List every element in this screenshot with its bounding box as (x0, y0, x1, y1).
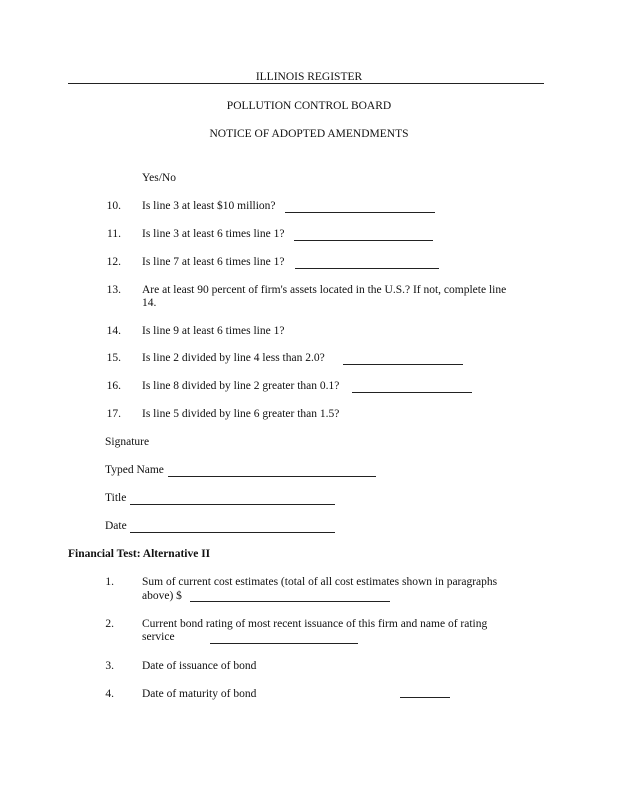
answer-blank (295, 268, 439, 269)
item-number: 4. (105, 688, 114, 700)
question-text: Is line 7 at least 6 times line 1? (142, 256, 285, 268)
notice-title: NOTICE OF ADOPTED AMENDMENTS (209, 128, 409, 140)
item-text-line1: Current bond rating of most recent issuance of this firm and name of rating (142, 618, 488, 630)
question-text: Is line 2 divided by line 4 less than 2.0? (142, 352, 325, 364)
question-number: 12. (106, 256, 121, 268)
question-number: 14. (106, 325, 121, 337)
yes-no-label: Yes/No (142, 172, 176, 184)
question-text-line2: 14. (142, 297, 157, 309)
question-text: Is line 8 divided by line 2 greater than 0.1? (142, 380, 340, 392)
answer-blank (294, 240, 433, 241)
answer-blank (343, 364, 463, 365)
question-number: 13. (106, 284, 121, 296)
date-label: Date (105, 520, 127, 532)
title-label: Title (105, 492, 127, 504)
typed-name-blank (168, 476, 376, 477)
answer-blank (352, 392, 472, 393)
question-text: Is line 9 at least 6 times line 1? (142, 325, 285, 337)
item-text-line1: Sum of current cost estimates (total of all cost estimates shown in paragraphs (142, 576, 498, 588)
question-number: 15. (106, 352, 121, 364)
question-text-line1: Are at least 90 percent of firm's assets located in the U.S.? If not, complete line (142, 284, 507, 296)
question-text: Is line 3 at least 6 times line 1? (142, 228, 285, 240)
question-number: 17. (106, 408, 121, 420)
answer-blank (285, 212, 435, 213)
section-heading: Financial Test: Alternative II (68, 548, 211, 560)
header-rule (68, 83, 544, 84)
question-text: Is line 5 divided by line 6 greater than 1.5? (142, 408, 340, 420)
item-text: Date of issuance of bond (142, 660, 257, 672)
question-text: Is line 3 at least $10 million? (142, 200, 276, 212)
date-blank (130, 532, 335, 533)
answer-blank (210, 643, 358, 644)
item-text: Date of maturity of bond (142, 688, 257, 700)
item-number: 2. (105, 618, 114, 630)
question-number: 11. (107, 228, 121, 240)
question-number: 16. (106, 380, 121, 392)
register-title: ILLINOIS REGISTER (255, 71, 363, 83)
item-text-line2: above) $ (142, 590, 182, 602)
answer-blank (400, 697, 450, 698)
answer-blank (190, 601, 390, 602)
item-text-line2: service (142, 631, 175, 643)
board-title: POLLUTION CONTROL BOARD (226, 100, 392, 112)
item-number: 3. (105, 660, 114, 672)
item-number: 1. (105, 576, 114, 588)
question-number: 10. (106, 200, 121, 212)
signature-label: Signature (105, 436, 150, 448)
typed-name-label: Typed Name (105, 464, 164, 476)
title-blank (130, 504, 335, 505)
